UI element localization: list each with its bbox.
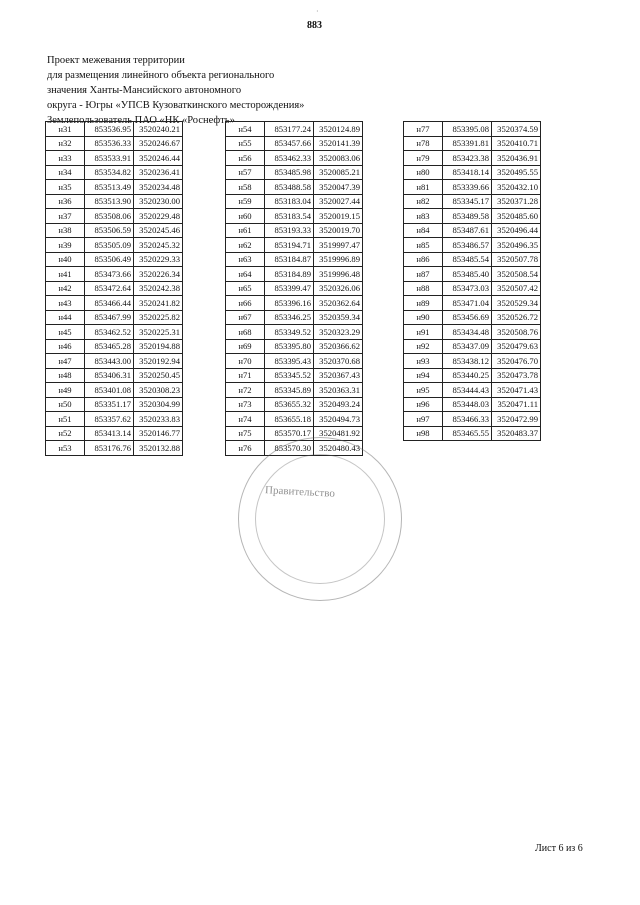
point-id-cell: н78 xyxy=(404,136,443,151)
y-coordinate-cell: 3520323.29 xyxy=(314,325,363,340)
point-id-cell: н95 xyxy=(404,383,443,398)
x-coordinate-cell: 853345.17 xyxy=(443,194,492,209)
y-coordinate-cell: 3520507.42 xyxy=(492,281,541,296)
table-row xyxy=(46,383,183,398)
y-coordinate-cell: 3520496.44 xyxy=(492,223,541,238)
seal-inner-ring xyxy=(255,454,385,584)
point-id-cell: н58 xyxy=(226,180,265,195)
table-row xyxy=(46,412,183,427)
point-id-cell: н97 xyxy=(404,412,443,427)
table-row xyxy=(46,339,183,354)
table-row xyxy=(404,368,541,383)
point-id-cell: н43 xyxy=(46,296,85,311)
x-coordinate-cell: 853462.52 xyxy=(85,325,134,340)
point-id-cell: н39 xyxy=(46,238,85,253)
point-id-cell: н65 xyxy=(226,281,265,296)
point-id-cell: н49 xyxy=(46,383,85,398)
point-id-cell: н47 xyxy=(46,354,85,369)
point-id-cell: н40 xyxy=(46,252,85,267)
y-coordinate-cell: 3520146.77 xyxy=(134,426,183,441)
x-coordinate-cell: 853536.33 xyxy=(85,136,134,151)
y-coordinate-cell: 3520476.70 xyxy=(492,354,541,369)
point-id-cell: н62 xyxy=(226,238,265,253)
x-coordinate-cell: 853534.82 xyxy=(85,165,134,180)
x-coordinate-cell: 853395.80 xyxy=(265,339,314,354)
y-coordinate-cell: 3520493.24 xyxy=(314,397,363,412)
x-coordinate-cell: 853473.66 xyxy=(85,267,134,282)
table-row xyxy=(226,194,363,209)
table-row xyxy=(226,238,363,253)
point-id-cell: н60 xyxy=(226,209,265,224)
table-row xyxy=(226,281,363,296)
point-id-cell: н50 xyxy=(46,397,85,412)
coordinates-table-3 xyxy=(403,121,541,441)
table-row xyxy=(404,267,541,282)
y-coordinate-cell: 3520473.78 xyxy=(492,368,541,383)
y-coordinate-cell: 3519996.48 xyxy=(314,267,363,282)
table-row xyxy=(404,238,541,253)
y-coordinate-cell: 3520496.35 xyxy=(492,238,541,253)
point-id-cell: н89 xyxy=(404,296,443,311)
point-id-cell: н71 xyxy=(226,368,265,383)
table-row xyxy=(404,412,541,427)
point-id-cell: н41 xyxy=(46,267,85,282)
point-id-cell: н52 xyxy=(46,426,85,441)
table-row xyxy=(46,397,183,412)
y-coordinate-cell: 3520363.31 xyxy=(314,383,363,398)
point-id-cell: н57 xyxy=(226,165,265,180)
table-row xyxy=(46,238,183,253)
point-id-cell: н74 xyxy=(226,412,265,427)
point-id-cell: н63 xyxy=(226,252,265,267)
x-coordinate-cell: 853655.18 xyxy=(265,412,314,427)
x-coordinate-cell: 853183.04 xyxy=(265,194,314,209)
table-row xyxy=(46,136,183,151)
y-coordinate-cell: 3519997.47 xyxy=(314,238,363,253)
table-row xyxy=(404,194,541,209)
point-id-cell: н88 xyxy=(404,281,443,296)
table-row xyxy=(404,339,541,354)
table-row xyxy=(404,310,541,325)
title-line-5: Землепользователь ПАО «НК «Роснефть» xyxy=(47,115,235,126)
point-id-cell: н70 xyxy=(226,354,265,369)
x-coordinate-cell: 853184.89 xyxy=(265,267,314,282)
x-coordinate-cell: 853570.30 xyxy=(265,441,314,456)
point-id-cell: н98 xyxy=(404,426,443,441)
table-row xyxy=(404,252,541,267)
title-line-3: значения Ханты-Мансийского автономного xyxy=(47,85,242,96)
x-coordinate-cell: 853466.44 xyxy=(85,296,134,311)
x-coordinate-cell: 853485.54 xyxy=(443,252,492,267)
y-coordinate-cell: 3520229.33 xyxy=(134,252,183,267)
table-row xyxy=(226,180,363,195)
x-coordinate-cell: 853177.24 xyxy=(265,122,314,137)
sheet-number: Лист 6 из 6 xyxy=(535,843,583,854)
table-row xyxy=(226,339,363,354)
x-coordinate-cell: 853345.52 xyxy=(265,368,314,383)
table-row xyxy=(226,354,363,369)
x-coordinate-cell: 853438.12 xyxy=(443,354,492,369)
table-row xyxy=(404,122,541,137)
point-id-cell: н81 xyxy=(404,180,443,195)
document-title xyxy=(47,53,304,128)
x-coordinate-cell: 853406.31 xyxy=(85,368,134,383)
y-coordinate-cell: 3520245.32 xyxy=(134,238,183,253)
x-coordinate-cell: 853176.76 xyxy=(85,441,134,456)
table-row xyxy=(226,209,363,224)
table-row xyxy=(46,180,183,195)
table-row xyxy=(226,397,363,412)
y-coordinate-cell: 3520479.63 xyxy=(492,339,541,354)
x-coordinate-cell: 853395.08 xyxy=(443,122,492,137)
seal-text: Правительство xyxy=(264,484,336,500)
table-row xyxy=(46,310,183,325)
x-coordinate-cell: 853184.87 xyxy=(265,252,314,267)
y-coordinate-cell: 3520508.54 xyxy=(492,267,541,282)
y-coordinate-cell: 3520304.99 xyxy=(134,397,183,412)
x-coordinate-cell: 853473.03 xyxy=(443,281,492,296)
x-coordinate-cell: 853489.58 xyxy=(443,209,492,224)
x-coordinate-cell: 853533.91 xyxy=(85,151,134,166)
point-id-cell: н76 xyxy=(226,441,265,456)
point-id-cell: н35 xyxy=(46,180,85,195)
x-coordinate-cell: 853465.28 xyxy=(85,339,134,354)
x-coordinate-cell: 853448.03 xyxy=(443,397,492,412)
y-coordinate-cell: 3520472.99 xyxy=(492,412,541,427)
point-id-cell: н37 xyxy=(46,209,85,224)
table-row xyxy=(46,252,183,267)
y-coordinate-cell: 3520233.83 xyxy=(134,412,183,427)
table-row xyxy=(226,383,363,398)
table-row xyxy=(46,368,183,383)
y-coordinate-cell: 3520436.91 xyxy=(492,151,541,166)
table-row xyxy=(404,180,541,195)
x-coordinate-cell: 853472.64 xyxy=(85,281,134,296)
x-coordinate-cell: 853339.66 xyxy=(443,180,492,195)
point-id-cell: н61 xyxy=(226,223,265,238)
point-id-cell: н46 xyxy=(46,339,85,354)
y-coordinate-cell: 3520326.06 xyxy=(314,281,363,296)
y-coordinate-cell: 3520366.62 xyxy=(314,339,363,354)
y-coordinate-cell: 3520242.38 xyxy=(134,281,183,296)
y-coordinate-cell: 3520250.45 xyxy=(134,368,183,383)
x-coordinate-cell: 853508.06 xyxy=(85,209,134,224)
coordinates-table-2 xyxy=(225,121,363,456)
y-coordinate-cell: 3520246.44 xyxy=(134,151,183,166)
y-coordinate-cell: 3520230.00 xyxy=(134,194,183,209)
point-id-cell: н64 xyxy=(226,267,265,282)
y-coordinate-cell: 3520529.34 xyxy=(492,296,541,311)
x-coordinate-cell: 853536.95 xyxy=(85,122,134,137)
table-row xyxy=(404,296,541,311)
table-row xyxy=(226,223,363,238)
y-coordinate-cell: 3520019.70 xyxy=(314,223,363,238)
table-row xyxy=(46,296,183,311)
x-coordinate-cell: 853487.61 xyxy=(443,223,492,238)
y-coordinate-cell: 3520083.06 xyxy=(314,151,363,166)
scan-speck: · xyxy=(316,7,319,16)
x-coordinate-cell: 853357.62 xyxy=(85,412,134,427)
y-coordinate-cell: 3520371.28 xyxy=(492,194,541,209)
table-row xyxy=(226,426,363,441)
x-coordinate-cell: 853418.14 xyxy=(443,165,492,180)
point-id-cell: н68 xyxy=(226,325,265,340)
y-coordinate-cell: 3519996.89 xyxy=(314,252,363,267)
x-coordinate-cell: 853655.32 xyxy=(265,397,314,412)
x-coordinate-cell: 853401.08 xyxy=(85,383,134,398)
point-id-cell: н54 xyxy=(226,122,265,137)
table-row xyxy=(46,354,183,369)
table-row xyxy=(46,426,183,441)
table-row xyxy=(226,122,363,137)
point-id-cell: н77 xyxy=(404,122,443,137)
table-row xyxy=(226,252,363,267)
x-coordinate-cell: 853485.98 xyxy=(265,165,314,180)
point-id-cell: н84 xyxy=(404,223,443,238)
x-coordinate-cell: 853467.99 xyxy=(85,310,134,325)
point-id-cell: н86 xyxy=(404,252,443,267)
x-coordinate-cell: 853193.33 xyxy=(265,223,314,238)
table-row xyxy=(404,354,541,369)
table-row xyxy=(404,325,541,340)
y-coordinate-cell: 3520246.67 xyxy=(134,136,183,151)
table-row xyxy=(46,194,183,209)
table-row xyxy=(226,296,363,311)
y-coordinate-cell: 3520124.89 xyxy=(314,122,363,137)
point-id-cell: н48 xyxy=(46,368,85,383)
table-row xyxy=(226,151,363,166)
y-coordinate-cell: 3520370.68 xyxy=(314,354,363,369)
x-coordinate-cell: 853349.52 xyxy=(265,325,314,340)
table-row xyxy=(404,383,541,398)
y-coordinate-cell: 3520483.37 xyxy=(492,426,541,441)
x-coordinate-cell: 853346.25 xyxy=(265,310,314,325)
point-id-cell: н96 xyxy=(404,397,443,412)
table-row xyxy=(404,397,541,412)
point-id-cell: н36 xyxy=(46,194,85,209)
point-id-cell: н69 xyxy=(226,339,265,354)
y-coordinate-cell: 3520226.34 xyxy=(134,267,183,282)
y-coordinate-cell: 3520410.71 xyxy=(492,136,541,151)
x-coordinate-cell: 853488.58 xyxy=(265,180,314,195)
y-coordinate-cell: 3520019.15 xyxy=(314,209,363,224)
x-coordinate-cell: 853462.33 xyxy=(265,151,314,166)
x-coordinate-cell: 853506.59 xyxy=(85,223,134,238)
point-id-cell: н33 xyxy=(46,151,85,166)
x-coordinate-cell: 853437.09 xyxy=(443,339,492,354)
x-coordinate-cell: 853440.25 xyxy=(443,368,492,383)
point-id-cell: н55 xyxy=(226,136,265,151)
point-id-cell: н80 xyxy=(404,165,443,180)
point-id-cell: н56 xyxy=(226,151,265,166)
x-coordinate-cell: 853399.47 xyxy=(265,281,314,296)
point-id-cell: н92 xyxy=(404,339,443,354)
y-coordinate-cell: 3520495.55 xyxy=(492,165,541,180)
y-coordinate-cell: 3520526.72 xyxy=(492,310,541,325)
y-coordinate-cell: 3520192.94 xyxy=(134,354,183,369)
point-id-cell: н34 xyxy=(46,165,85,180)
y-coordinate-cell: 3520481.92 xyxy=(314,426,363,441)
x-coordinate-cell: 853485.40 xyxy=(443,267,492,282)
title-line-1: Проект межевания территории xyxy=(47,55,185,66)
y-coordinate-cell: 3520141.39 xyxy=(314,136,363,151)
table-row xyxy=(46,441,183,456)
y-coordinate-cell: 3520132.88 xyxy=(134,441,183,456)
x-coordinate-cell: 853194.71 xyxy=(265,238,314,253)
table-row xyxy=(226,368,363,383)
x-coordinate-cell: 853395.43 xyxy=(265,354,314,369)
point-id-cell: н31 xyxy=(46,122,85,137)
table-row xyxy=(226,310,363,325)
point-id-cell: н45 xyxy=(46,325,85,340)
table-row xyxy=(404,426,541,441)
table-row xyxy=(226,412,363,427)
point-id-cell: н87 xyxy=(404,267,443,282)
point-id-cell: н82 xyxy=(404,194,443,209)
y-coordinate-cell: 3520494.73 xyxy=(314,412,363,427)
round-seal-stamp xyxy=(238,437,402,601)
x-coordinate-cell: 853443.00 xyxy=(85,354,134,369)
point-id-cell: н53 xyxy=(46,441,85,456)
point-id-cell: н72 xyxy=(226,383,265,398)
point-id-cell: н42 xyxy=(46,281,85,296)
y-coordinate-cell: 3520432.10 xyxy=(492,180,541,195)
x-coordinate-cell: 853513.49 xyxy=(85,180,134,195)
x-coordinate-cell: 853465.55 xyxy=(443,426,492,441)
y-coordinate-cell: 3520047.39 xyxy=(314,180,363,195)
table-row xyxy=(404,281,541,296)
point-id-cell: н79 xyxy=(404,151,443,166)
x-coordinate-cell: 853444.43 xyxy=(443,383,492,398)
point-id-cell: н38 xyxy=(46,223,85,238)
x-coordinate-cell: 853183.54 xyxy=(265,209,314,224)
x-coordinate-cell: 853396.16 xyxy=(265,296,314,311)
x-coordinate-cell: 853457.66 xyxy=(265,136,314,151)
table-row xyxy=(46,165,183,180)
point-id-cell: н51 xyxy=(46,412,85,427)
y-coordinate-cell: 3520308.23 xyxy=(134,383,183,398)
y-coordinate-cell: 3520240.21 xyxy=(134,122,183,137)
x-coordinate-cell: 853423.38 xyxy=(443,151,492,166)
point-id-cell: н85 xyxy=(404,238,443,253)
y-coordinate-cell: 3520362.64 xyxy=(314,296,363,311)
x-coordinate-cell: 853434.48 xyxy=(443,325,492,340)
x-coordinate-cell: 853345.89 xyxy=(265,383,314,398)
y-coordinate-cell: 3520507.78 xyxy=(492,252,541,267)
x-coordinate-cell: 853456.69 xyxy=(443,310,492,325)
point-id-cell: н73 xyxy=(226,397,265,412)
y-coordinate-cell: 3520471.11 xyxy=(492,397,541,412)
table-row xyxy=(46,223,183,238)
table-row xyxy=(404,151,541,166)
y-coordinate-cell: 3520367.43 xyxy=(314,368,363,383)
y-coordinate-cell: 3520374.59 xyxy=(492,122,541,137)
x-coordinate-cell: 853486.57 xyxy=(443,238,492,253)
x-coordinate-cell: 853351.17 xyxy=(85,397,134,412)
y-coordinate-cell: 3520194.88 xyxy=(134,339,183,354)
x-coordinate-cell: 853570.17 xyxy=(265,426,314,441)
point-id-cell: н90 xyxy=(404,310,443,325)
table-row xyxy=(226,267,363,282)
table-row xyxy=(226,325,363,340)
y-coordinate-cell: 3520225.31 xyxy=(134,325,183,340)
y-coordinate-cell: 3520225.82 xyxy=(134,310,183,325)
table-row xyxy=(404,165,541,180)
table-row xyxy=(226,165,363,180)
title-line-2: для размещения линейного объекта регионального xyxy=(47,70,275,81)
x-coordinate-cell: 853471.04 xyxy=(443,296,492,311)
point-id-cell: н94 xyxy=(404,368,443,383)
y-coordinate-cell: 3520245.46 xyxy=(134,223,183,238)
y-coordinate-cell: 3520485.60 xyxy=(492,209,541,224)
point-id-cell: н67 xyxy=(226,310,265,325)
coordinates-table-1 xyxy=(45,121,183,456)
y-coordinate-cell: 3520508.76 xyxy=(492,325,541,340)
y-coordinate-cell: 3520234.48 xyxy=(134,180,183,195)
y-coordinate-cell: 3520241.82 xyxy=(134,296,183,311)
x-coordinate-cell: 853505.09 xyxy=(85,238,134,253)
table-row xyxy=(226,136,363,151)
point-id-cell: н91 xyxy=(404,325,443,340)
page-number: 883 xyxy=(307,20,322,31)
x-coordinate-cell: 853391.81 xyxy=(443,136,492,151)
point-id-cell: н59 xyxy=(226,194,265,209)
table-row xyxy=(46,281,183,296)
x-coordinate-cell: 853413.14 xyxy=(85,426,134,441)
y-coordinate-cell: 3520471.43 xyxy=(492,383,541,398)
y-coordinate-cell: 3520229.48 xyxy=(134,209,183,224)
y-coordinate-cell: 3520480.43 xyxy=(314,441,363,456)
y-coordinate-cell: 3520236.41 xyxy=(134,165,183,180)
point-id-cell: н83 xyxy=(404,209,443,224)
table-row xyxy=(404,136,541,151)
table-row xyxy=(404,209,541,224)
point-id-cell: н66 xyxy=(226,296,265,311)
table-row xyxy=(46,267,183,282)
table-row xyxy=(46,151,183,166)
x-coordinate-cell: 853466.33 xyxy=(443,412,492,427)
point-id-cell: н93 xyxy=(404,354,443,369)
table-row xyxy=(46,122,183,137)
point-id-cell: н75 xyxy=(226,426,265,441)
table-row xyxy=(46,325,183,340)
table-row xyxy=(404,223,541,238)
y-coordinate-cell: 3520359.34 xyxy=(314,310,363,325)
point-id-cell: н32 xyxy=(46,136,85,151)
y-coordinate-cell: 3520085.21 xyxy=(314,165,363,180)
table-row xyxy=(46,209,183,224)
x-coordinate-cell: 853513.90 xyxy=(85,194,134,209)
y-coordinate-cell: 3520027.44 xyxy=(314,194,363,209)
point-id-cell: н44 xyxy=(46,310,85,325)
x-coordinate-cell: 853506.49 xyxy=(85,252,134,267)
title-line-4: округа - Югры «УПСВ Кузоваткинского месторождения» xyxy=(47,100,305,111)
